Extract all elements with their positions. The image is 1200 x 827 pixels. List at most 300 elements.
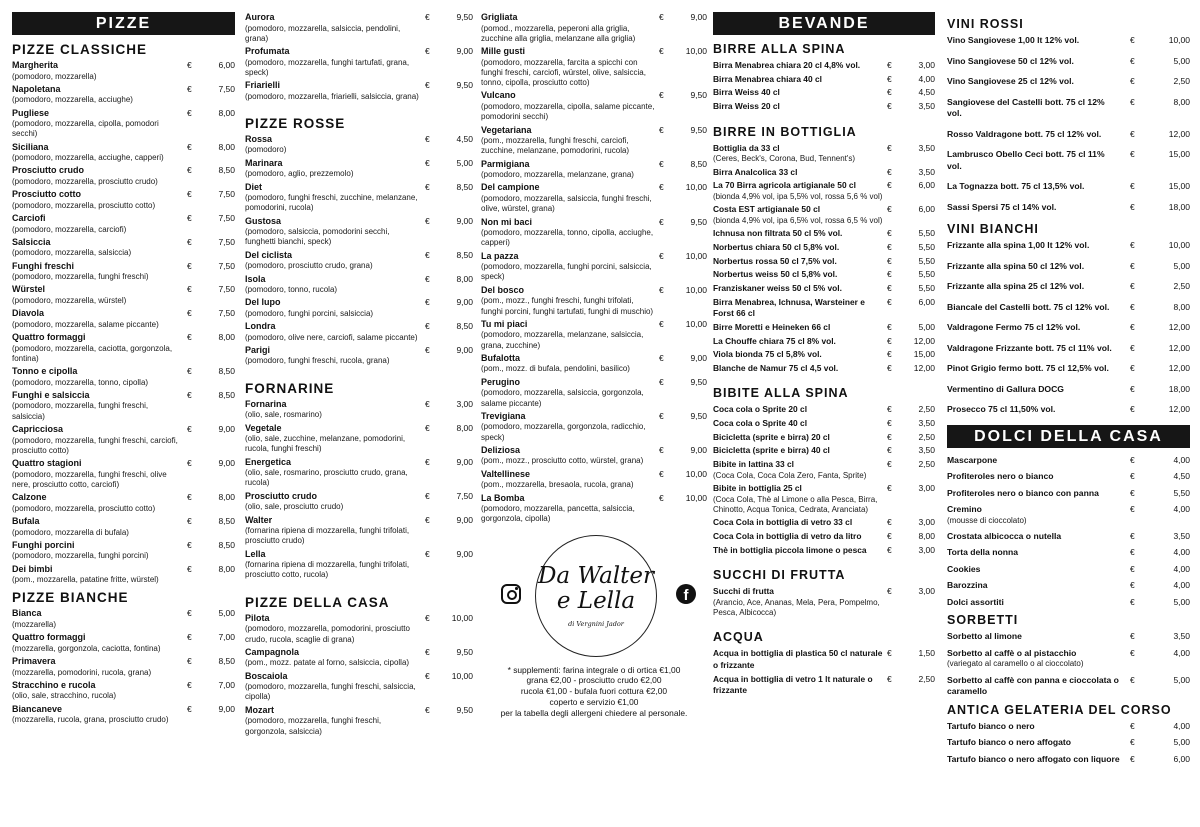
currency-symbol: €: [887, 73, 892, 84]
menu-item: [481, 182, 707, 214]
currency-symbol: €: [887, 648, 892, 659]
menu-item: [12, 632, 235, 654]
menu-item: [947, 240, 1190, 252]
menu-item-name: Stracchino e rucola: [12, 679, 96, 690]
price-value: 5,50: [918, 255, 935, 266]
currency-symbol: €: [425, 548, 430, 559]
menu-item: [245, 345, 473, 367]
price-value: 8,50: [218, 389, 235, 400]
price-value: 5,00: [1173, 55, 1190, 66]
currency-symbol: €: [887, 282, 892, 293]
menu-item-price: [1120, 648, 1190, 660]
menu-item-price: [183, 108, 235, 120]
price-value: 7,50: [218, 260, 235, 271]
currency-symbol: €: [1130, 596, 1135, 607]
menu-item-price: [883, 180, 935, 192]
menu-item-text: [947, 531, 1120, 543]
menu-item-desc: (olio, sale, rosmarino, prosciutto crudo, grana, rucola): [245, 468, 408, 488]
menu-item-text: [713, 336, 883, 348]
currency-symbol: €: [187, 563, 192, 574]
menu-item-text: [713, 349, 883, 361]
menu-item-name: Ichnusa non filtrata 50 cl 5% vol.: [713, 228, 843, 239]
menu-item-name: Acqua in bottiglia di vetro 1 lt naturale o frizzante: [713, 673, 873, 696]
menu-item-name: Vino Sangiovese 25 cl 12% vol.: [947, 76, 1074, 86]
price-value: 3,50: [918, 101, 935, 112]
banner-bevande: BEVANDE: [713, 12, 935, 35]
menu-item-text: [713, 531, 883, 543]
currency-symbol: €: [887, 60, 892, 70]
menu-item-text: [713, 87, 883, 99]
menu-item-text: [481, 319, 655, 351]
menu-item-desc: (pomodoro, mozzarella, salame piccante): [12, 319, 159, 329]
menu-item-price: [883, 101, 935, 113]
menu-item-text: [947, 261, 1120, 273]
menu-item-text: [713, 586, 883, 618]
currency-symbol: €: [887, 517, 892, 528]
menu-item: [713, 269, 935, 281]
menu-item-text: [245, 46, 421, 78]
menu-item: [245, 613, 473, 645]
menu-item-text: [947, 721, 1120, 733]
menu-item-price: [883, 228, 935, 240]
menu-item-desc: (pomodoro, mozzarella di bufala): [12, 527, 129, 537]
menu-item: [12, 516, 235, 538]
menu-item-text: [481, 90, 655, 122]
price-value: 8,00: [456, 422, 473, 433]
menu-item: [481, 411, 707, 443]
menu-item-desc: (olio, sale, prosciutto crudo): [245, 502, 344, 512]
menu-item-text: [12, 308, 183, 330]
menu-item-text: [12, 704, 183, 726]
price-value: 18,00: [1168, 201, 1190, 212]
currency-symbol: €: [1130, 530, 1135, 541]
menu-item-desc: (mozzarella, pomodorini, rucola, grana): [12, 667, 152, 677]
price-value: 9,00: [456, 548, 473, 559]
currency-symbol: €: [187, 308, 192, 319]
currency-symbol: €: [425, 612, 430, 623]
menu-item-desc: (pomodoro, mozzarella, gorgonzola, radicchio, speck): [481, 422, 646, 442]
price-value: 10,00: [685, 46, 707, 57]
menu-item-desc: (pomodoro, funghi porcini, salsiccia): [245, 308, 374, 318]
menu-item-text: [947, 240, 1120, 252]
currency-symbol: €: [1130, 240, 1135, 250]
menu-item-text: [713, 74, 883, 86]
menu-item: [12, 142, 235, 164]
vini-sections: [947, 17, 1190, 416]
menu-item-name: Parigi: [245, 344, 271, 355]
menu-item: [947, 648, 1190, 670]
menu-item: [245, 182, 473, 214]
price-value: 5,00: [218, 608, 235, 619]
menu-item-desc: (pomodoro, salsiccia, pomodorini secchi, funghetti bianchi, speck): [245, 227, 390, 247]
price-value: 10,00: [1168, 35, 1190, 45]
menu-item-price: [883, 204, 935, 216]
price-value: 9,50: [690, 124, 707, 135]
menu-item-desc: (pomodoro, mozzarella, funghi freschi): [12, 272, 149, 282]
menu-item-text: [245, 423, 421, 455]
menu-item-name: Prosciutto crudo: [12, 165, 85, 176]
menu-item-text: [947, 202, 1120, 214]
menu-item-desc: (pomodoro, mozzarella, acciughe): [12, 95, 133, 105]
menu-item: [713, 432, 935, 444]
price-value: 12,00: [1168, 322, 1190, 332]
menu-item-text: [245, 549, 421, 581]
menu-item-name: Birra Weiss 20 cl: [713, 101, 780, 112]
menu-item-name: Bianca: [12, 608, 42, 619]
menu-item-price: [883, 336, 935, 348]
menu-item: [947, 97, 1190, 120]
currency-symbol: €: [187, 60, 192, 70]
logo-circle: [535, 535, 657, 657]
menu-item-price: [655, 125, 707, 137]
menu-item-name: Isola: [245, 273, 266, 284]
menu-item-price: [421, 515, 473, 527]
currency-symbol: €: [425, 181, 430, 192]
menu-item-text: [947, 97, 1120, 120]
menu-item: [245, 423, 473, 455]
menu-item-desc: (pomodoro, mozzarella, würstel): [12, 295, 127, 305]
currency-symbol: €: [425, 80, 430, 91]
price-value: 7,00: [218, 632, 235, 643]
menu-item-text: [947, 597, 1120, 609]
menu-item-price: [421, 647, 473, 659]
menu-item-text: [947, 580, 1120, 592]
currency-symbol: €: [659, 46, 664, 57]
currency-symbol: €: [887, 269, 892, 280]
menu-item-desc: (pomodoro, funghi freschi, rucola, grana): [245, 356, 390, 366]
menu-item-text: [481, 46, 655, 88]
menu-item: [947, 404, 1190, 416]
menu-item-price: [421, 423, 473, 435]
menu-item-price: [1120, 76, 1190, 88]
menu-item: [947, 281, 1190, 293]
currency-symbol: €: [187, 389, 192, 400]
menu-item-text: [245, 705, 421, 737]
menu-item-name: Blanche de Namur 75 cl 4,5 vol.: [713, 362, 839, 373]
menu-item-name: Thè in bottiglia piccola limone o pesca: [713, 544, 867, 555]
bevande-sections: [713, 42, 935, 697]
menu-item: [245, 491, 473, 513]
menu-item-price: [1120, 488, 1190, 500]
menu-item-text: [713, 459, 883, 481]
price-value: 5,00: [1173, 260, 1190, 271]
menu-item: [713, 283, 935, 295]
currency-symbol: €: [425, 46, 430, 57]
menu-item-text: [245, 274, 421, 296]
menu-item: [713, 143, 935, 165]
menu-item: [947, 384, 1190, 396]
menu-item-price: [1120, 631, 1190, 643]
menu-item-text: [947, 631, 1120, 643]
menu-item-name: Vermentino di Gallura DOCG: [947, 383, 1064, 394]
menu-item: [713, 648, 935, 671]
menu-item-price: [183, 390, 235, 402]
price-value: 9,00: [456, 297, 473, 308]
menu-item-price: [421, 345, 473, 357]
price-value: 3,50: [918, 142, 935, 153]
currency-symbol: €: [659, 318, 664, 329]
currency-symbol: €: [425, 398, 430, 409]
menu-item-price: [183, 189, 235, 201]
menu-item: [713, 167, 935, 179]
currency-symbol: €: [1130, 342, 1135, 353]
menu-item-price: [183, 458, 235, 470]
menu-item: [481, 319, 707, 351]
menu-item-desc: (pomodoro, mozzarella, pomodorini, prosciutto crudo, rucola, scaglie di grana): [245, 624, 410, 644]
price-value: 8,50: [218, 516, 235, 527]
menu-item-name: Londra: [245, 321, 276, 332]
menu-item-price: [1120, 675, 1190, 687]
menu-item-name: Coca cola o Sprite 40 cl: [713, 418, 808, 429]
price-value: 10,00: [685, 182, 707, 193]
menu-item: [245, 274, 473, 296]
menu-item-name: Coca cola o Sprite 20 cl: [713, 404, 808, 415]
menu-item-name: Vegetariana: [481, 124, 532, 135]
menu-item-price: [883, 256, 935, 268]
menu-item-desc: (pom., mozzarella, patatine fritte, würstel): [12, 575, 159, 585]
menu-item-price: [183, 84, 235, 96]
menu-item-name: Carciofi: [12, 213, 46, 224]
menu-item-price: [421, 321, 473, 333]
price-value: 4,00: [1173, 647, 1190, 658]
pizze-lead-items: [245, 12, 473, 102]
menu-item-name: Succhi di frutta: [713, 586, 774, 597]
currency-symbol: €: [887, 335, 892, 346]
menu-item-text: [245, 182, 421, 214]
menu-item-text: [713, 143, 883, 165]
menu-item: [947, 488, 1190, 500]
currency-symbol: €: [187, 141, 192, 152]
currency-symbol: €: [659, 216, 664, 227]
currency-symbol: €: [887, 241, 892, 252]
menu-item-price: [655, 46, 707, 58]
currency-symbol: €: [1130, 260, 1135, 271]
menu-item-price: [1120, 547, 1190, 559]
menu-item-name: La 70 Birra agricola artigianale 50 cl: [713, 180, 856, 191]
currency-symbol: €: [1130, 471, 1135, 481]
menu-item-text: [12, 680, 183, 702]
currency-symbol: €: [425, 514, 430, 525]
section-title: ACQUA: [713, 630, 764, 645]
menu-item-price: [1120, 343, 1190, 355]
price-value: 10,00: [1168, 240, 1190, 250]
price-value: 9,50: [456, 80, 473, 91]
section-title: PIZZE ROSSE: [245, 115, 346, 131]
menu-item-name: Parmigiana: [481, 158, 530, 169]
currency-symbol: €: [187, 236, 192, 247]
price-value: 9,50: [456, 646, 473, 657]
price-value: 4,00: [1173, 720, 1190, 731]
menu-item: [481, 46, 707, 88]
menu-item-text: [947, 322, 1120, 334]
menu-item-name: Boscaiola: [245, 670, 288, 681]
facebook-icon[interactable]: f: [676, 584, 696, 604]
menu-item-text: [947, 149, 1120, 172]
price-value: 8,00: [218, 492, 235, 503]
price-value: 5,00: [1173, 737, 1190, 748]
menu-item-price: [655, 285, 707, 297]
menu-item-name: Cremino: [947, 504, 982, 514]
price-value: 6,00: [218, 60, 235, 70]
menu-item-desc: (pomodoro, mozzarella, funghi freschi, salsiccia, cipolla): [245, 682, 416, 702]
price-value: 9,00: [690, 444, 707, 455]
price-value: 18,00: [1168, 383, 1190, 394]
menu-item-name: Capricciosa: [12, 424, 64, 435]
price-value: 4,00: [1173, 580, 1190, 591]
menu-item: [481, 377, 707, 409]
menu-item-name: Gustosa: [245, 215, 282, 226]
price-value: 9,50: [690, 90, 707, 101]
menu-item-price: [421, 216, 473, 228]
menu-item-text: [245, 321, 421, 343]
currency-symbol: €: [887, 586, 892, 597]
currency-symbol: €: [187, 632, 192, 643]
currency-symbol: €: [187, 332, 192, 343]
menu-item-desc: (pomodoro, mozzarella, friarielli, salsiccia, grana): [245, 91, 419, 101]
instagram-icon[interactable]: [501, 584, 521, 604]
menu-item-desc: (olio, sale, stracchino, rucola): [12, 691, 117, 701]
menu-item: [947, 721, 1190, 733]
menu-item-text: [947, 488, 1120, 500]
menu-item-name: Quattro formaggi: [12, 632, 86, 643]
menu-item: [12, 237, 235, 259]
currency-symbol: €: [887, 321, 892, 332]
price-value: 10,00: [685, 492, 707, 503]
price-value: 2,50: [1173, 281, 1190, 291]
currency-symbol: €: [659, 12, 664, 22]
menu-item-name: Deliziosa: [481, 444, 521, 455]
menu-item-text: [12, 390, 183, 422]
menu-item: [12, 108, 235, 140]
menu-item-text: [245, 80, 421, 102]
menu-item: [12, 704, 235, 726]
menu-item-desc: (pomodoro, mozzarella, prosciutto crudo): [12, 176, 158, 186]
column-pizze-2: [245, 12, 473, 822]
menu-item-price: [883, 363, 935, 375]
menu-item-name: Sangiovese del Castelli bott. 75 cl 12% vol.: [947, 96, 1105, 118]
price-value: 3,00: [918, 483, 935, 494]
section-title: PIZZE DELLA CASA: [245, 594, 390, 610]
menu-item: [947, 363, 1190, 375]
currency-symbol: €: [887, 459, 892, 470]
menu-item-text: [12, 261, 183, 283]
menu-item-text: [713, 483, 883, 515]
menu-item-text: [947, 455, 1120, 467]
currency-symbol: €: [425, 646, 430, 657]
menu-item: [947, 56, 1190, 68]
logo-line-1: Da Walter: [537, 562, 655, 589]
menu-item-price: [421, 158, 473, 170]
currency-symbol: €: [887, 404, 892, 415]
currency-symbol: €: [887, 166, 892, 177]
currency-symbol: €: [425, 670, 430, 681]
menu-item-name: Birra Weiss 40 cl: [713, 87, 780, 98]
menu-item-price: [421, 182, 473, 194]
pizze-2-sections: [245, 116, 473, 737]
menu-item-desc: (pomodoro, mozzarella, melanzane, salsiccia, grana, zucchine): [481, 330, 644, 350]
menu-item-price: [883, 60, 935, 72]
menu-item-text: [947, 754, 1120, 766]
menu-item-price: [1120, 531, 1190, 543]
menu-item-text: [245, 158, 421, 180]
menu-item-price: [421, 134, 473, 146]
menu-item-name: Vino Sangiovese 1,00 lt 12% vol.: [947, 35, 1080, 45]
menu-item-name: Del ciclista: [245, 249, 293, 260]
currency-symbol: €: [887, 418, 892, 429]
menu-item-text: [12, 165, 183, 187]
menu-item-name: Campagnola: [245, 646, 300, 657]
menu-item-price: [1120, 149, 1190, 161]
menu-item-desc: (pomodoro, mozzarella, cipolla, salame piccante, pomodorini secchi): [481, 101, 655, 122]
menu-item: [713, 483, 935, 515]
currency-symbol: €: [187, 284, 192, 295]
menu-item: [713, 459, 935, 481]
price-value: 8,00: [918, 531, 935, 542]
menu-item: [713, 204, 935, 226]
menu-item-text: [713, 297, 883, 320]
banner-dolci: DOLCI DELLA CASA: [947, 425, 1190, 448]
menu-item: [947, 202, 1190, 214]
menu-item: [947, 754, 1190, 766]
menu-item-name: La Tognazza bott. 75 cl 13,5% vol.: [947, 181, 1085, 191]
menu-item-text: [947, 56, 1120, 68]
menu-item-price: [183, 516, 235, 528]
section-title: FORNARINE: [245, 380, 335, 396]
currency-symbol: €: [425, 344, 430, 355]
section-title: PIZZE CLASSICHE: [12, 42, 148, 57]
price-value: 3,00: [918, 60, 935, 70]
menu-item-text: [481, 493, 655, 525]
price-value: 2,50: [918, 431, 935, 442]
menu-item-name: Aurora: [245, 12, 275, 22]
price-value: 3,00: [918, 544, 935, 555]
menu-item-name: Frizzante alla spina 1,00 lt 12% vol.: [947, 240, 1090, 250]
menu-item-text: [245, 457, 421, 489]
price-value: 9,00: [690, 352, 707, 363]
menu-item-text: [947, 281, 1120, 293]
price-value: 4,00: [1173, 563, 1190, 574]
menu-item-name: Mascarpone: [947, 454, 998, 465]
menu-item-text: [12, 492, 183, 514]
price-value: 8,00: [218, 141, 235, 152]
gelateria-items: [947, 721, 1190, 766]
menu-item-name: Bottiglia da 33 cl: [713, 142, 780, 153]
menu-item-price: [655, 159, 707, 171]
menu-item-price: [655, 411, 707, 423]
menu-item-desc: (olio, sale, zucchine, melanzane, pomodorini, rucola, funghi freschi): [245, 434, 406, 454]
menu-item: [713, 256, 935, 268]
price-value: 9,00: [218, 703, 235, 714]
currency-symbol: €: [425, 157, 430, 168]
currency-symbol: €: [187, 165, 192, 176]
menu-item-text: [245, 491, 421, 513]
menu-item: [713, 74, 935, 86]
menu-item-name: Biancale del Castelli bott. 75 cl 12% vol.: [947, 301, 1110, 312]
price-value: 9,00: [456, 514, 473, 525]
dolci-items: [947, 455, 1190, 609]
menu-item-name: Del campione: [481, 182, 540, 193]
menu-item-text: [713, 242, 883, 254]
price-value: 5,50: [918, 228, 935, 239]
menu-item-price: [883, 674, 935, 686]
price-value: 4,50: [918, 87, 935, 98]
menu-item-price: [1120, 471, 1190, 483]
price-value: 9,00: [456, 456, 473, 467]
price-value: 5,50: [918, 241, 935, 252]
menu-item-text: [12, 84, 183, 106]
menu-item-text: [12, 60, 183, 82]
menu-item: [481, 159, 707, 181]
